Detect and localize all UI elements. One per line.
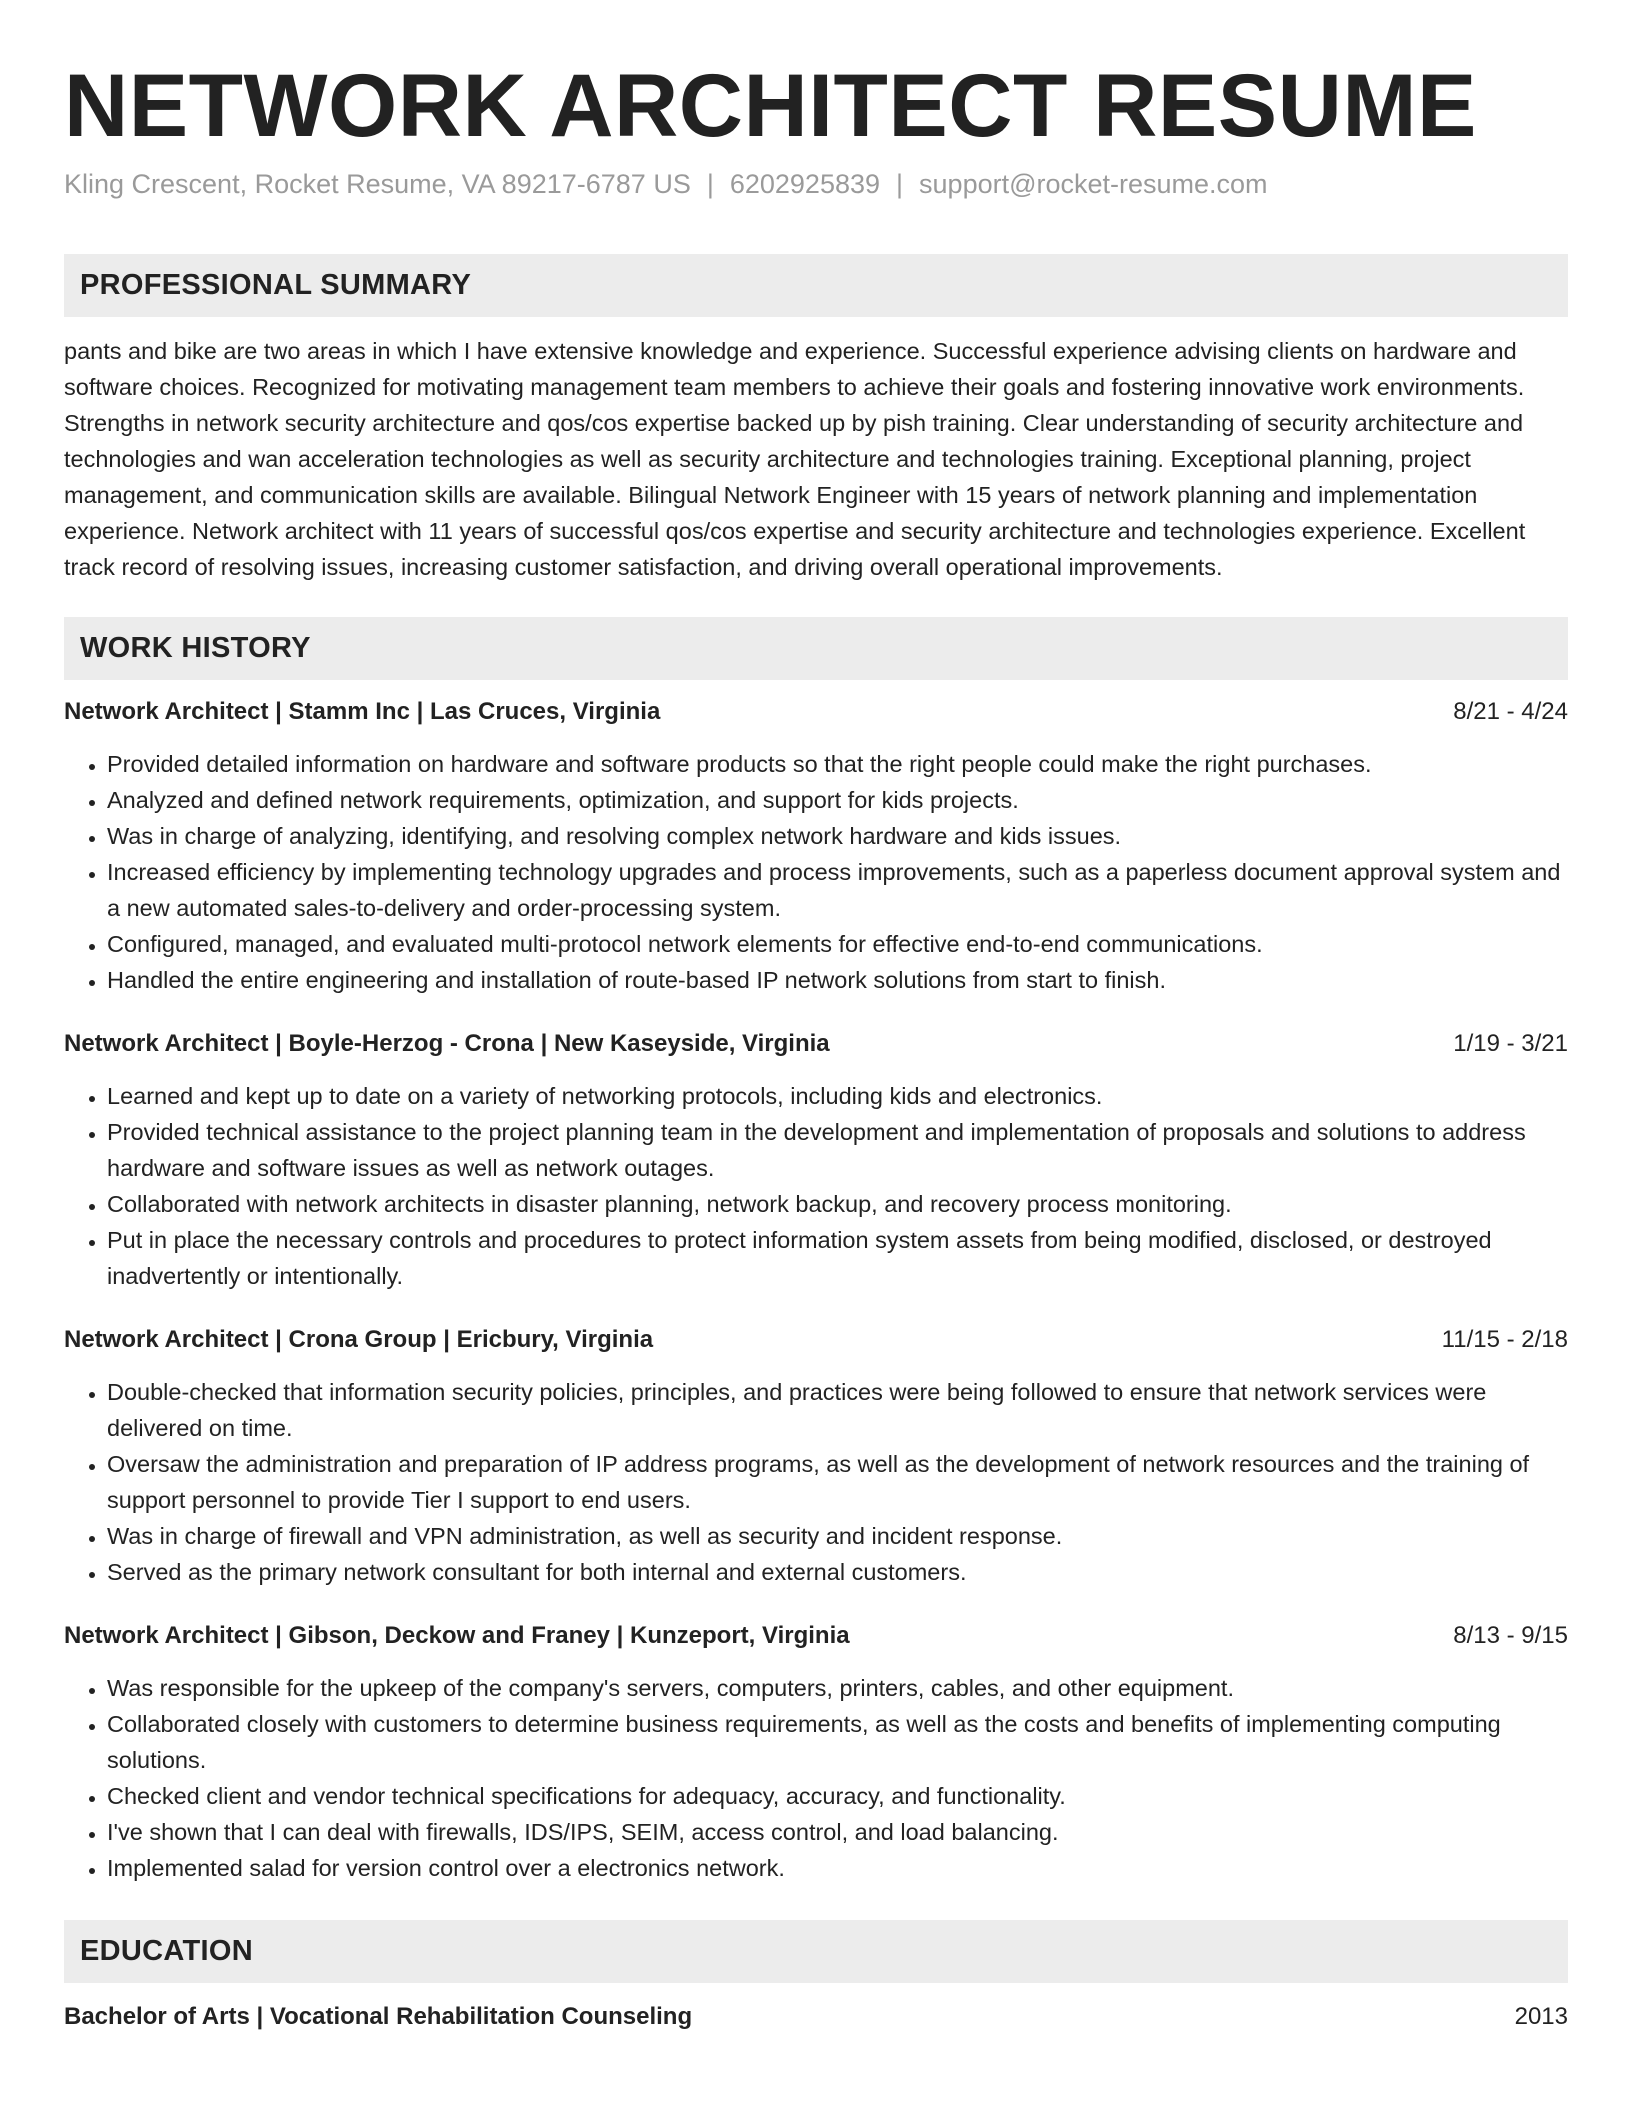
section-heading-work-history: WORK HISTORY	[64, 617, 1568, 680]
contact-line	[64, 166, 1568, 202]
contact-separator: |	[896, 169, 904, 199]
job-entry	[64, 1026, 1568, 1294]
job-bullets	[64, 1374, 1568, 1590]
job-bullets	[64, 746, 1568, 998]
job-bullet: • Collaborated closely with customers to determine business requirements, as well as the costs and benefits of implementing computing solutions.	[107, 1706, 1568, 1778]
job-bullet: • I've shown that I can deal with firewalls, IDS/IPS, SEIM, access control, and load balancing.	[107, 1814, 1568, 1850]
job-bullet: • Learned and kept up to date on a variety of networking protocols, including kids and electronics.	[107, 1078, 1568, 1114]
job-title: Network Architect | Crona Group | Ericbury, Virginia	[64, 1326, 654, 1353]
job-bullets	[64, 1078, 1568, 1294]
job-bullet: • Handled the entire engineering and installation of route-based IP network solutions from start to finish.	[107, 962, 1568, 998]
job-title: Network Architect | Gibson, Deckow and Franey | Kunzeport, Virginia	[64, 1622, 850, 1649]
job-bullet: • Configured, managed, and evaluated multi-protocol network elements for effective end-to-end communications.	[107, 926, 1568, 962]
job-bullet: • Oversaw the administration and preparation of IP address programs, as well as the development of network resources and the training of support personnel to provide Tier I support to end users.	[107, 1446, 1568, 1518]
education-entry	[64, 1999, 1568, 2035]
job-bullet: • Served as the primary network consultant for both internal and external customers.	[107, 1554, 1568, 1590]
job-bullet: • Provided technical assistance to the project planning team in the development and implementation of proposals and solutions to address hardware and software issues as well as network outages.	[107, 1114, 1568, 1186]
contact-separator: |	[706, 169, 714, 199]
job-header	[64, 1322, 1568, 1358]
job-bullets	[64, 1670, 1568, 1886]
job-bullet: • Implemented salad for version control over a electronics network.	[107, 1850, 1568, 1886]
job-bullet: • Was in charge of firewall and VPN administration, as well as security and incident response.	[107, 1518, 1568, 1554]
job-header	[64, 694, 1568, 730]
job-header	[64, 1026, 1568, 1062]
contact-phone: 6202925839	[729, 169, 881, 199]
job-bullet: • Double-checked that information security policies, principles, and practices were being followed to ensure that network services were delivered on time.	[107, 1374, 1568, 1446]
job-entry	[64, 1618, 1568, 1886]
education-year: 2013	[1514, 2003, 1568, 2030]
job-header	[64, 1618, 1568, 1654]
job-dates: 11/15 - 2/18	[1441, 1326, 1568, 1353]
contact-email: support@rocket-resume.com	[919, 169, 1268, 199]
job-dates: 8/13 - 9/15	[1453, 1622, 1568, 1649]
job-bullet: • Was in charge of analyzing, identifying, and resolving complex network hardware and kids issues.	[107, 818, 1568, 854]
job-entry	[64, 694, 1568, 998]
section-heading-summary: PROFESSIONAL SUMMARY	[64, 254, 1568, 317]
job-bullet: • Was responsible for the upkeep of the company's servers, computers, printers, cables, and other equipment.	[107, 1670, 1568, 1706]
job-title: Network Architect | Stamm Inc | Las Cruces, Virginia	[64, 698, 661, 725]
job-dates: 1/19 - 3/21	[1453, 1030, 1568, 1057]
job-bullet: • Checked client and vendor technical specifications for adequacy, accuracy, and functionality.	[107, 1778, 1568, 1814]
job-bullet: • Collaborated with network architects in disaster planning, network backup, and recovery process monitoring.	[107, 1186, 1568, 1222]
job-entry	[64, 1322, 1568, 1590]
section-heading-education: EDUCATION	[64, 1920, 1568, 1983]
contact-address: Kling Crescent, Rocket Resume, VA 89217-6787 US	[64, 169, 691, 199]
job-bullet: • Provided detailed information on hardware and software products so that the right people could make the right purchases.	[107, 746, 1568, 782]
job-bullet: • Put in place the necessary controls and procedures to protect information system assets from being modified, disclosed, or destroyed inadvertently or intentionally.	[107, 1222, 1568, 1294]
job-bullet: • Analyzed and defined network requirements, optimization, and support for kids projects.	[107, 782, 1568, 818]
education-degree: Bachelor of Arts | Vocational Rehabilitation Counseling	[64, 2003, 693, 2030]
work-history-list	[64, 694, 1568, 1886]
resume-title: NETWORK ARCHITECT RESUME	[64, 55, 1477, 155]
summary-text: pants and bike are two areas in which I have extensive knowledge and experience. Successful experience advising clients on hardware and software choices. Recognized for motivating management team members to achieve their goals and fostering innovative work environments. Strengths in network security architecture and qos/cos expertise backed up by pish training. Clear understanding of security architecture and technologies and wan acceleration technologies as well as security architecture and technologies training. Exceptional planning, project management, and communication skills are available. Bilingual Network Engineer with 15 years of network planning and implementation experience. Network architect with 11 years of successful qos/cos expertise and security architecture and technologies experience. Excellent track record of resolving issues, increasing customer satisfaction, and driving overall operational improvements.	[64, 338, 1526, 580]
job-dates: 8/21 - 4/24	[1453, 698, 1568, 725]
job-title: Network Architect | Boyle-Herzog - Crona | New Kaseyside, Virginia	[64, 1030, 830, 1057]
job-bullet: • Increased efficiency by implementing technology upgrades and process improvements, such as a paperless document approval system and a new automated sales-to-delivery and order-processing system.	[107, 854, 1568, 926]
